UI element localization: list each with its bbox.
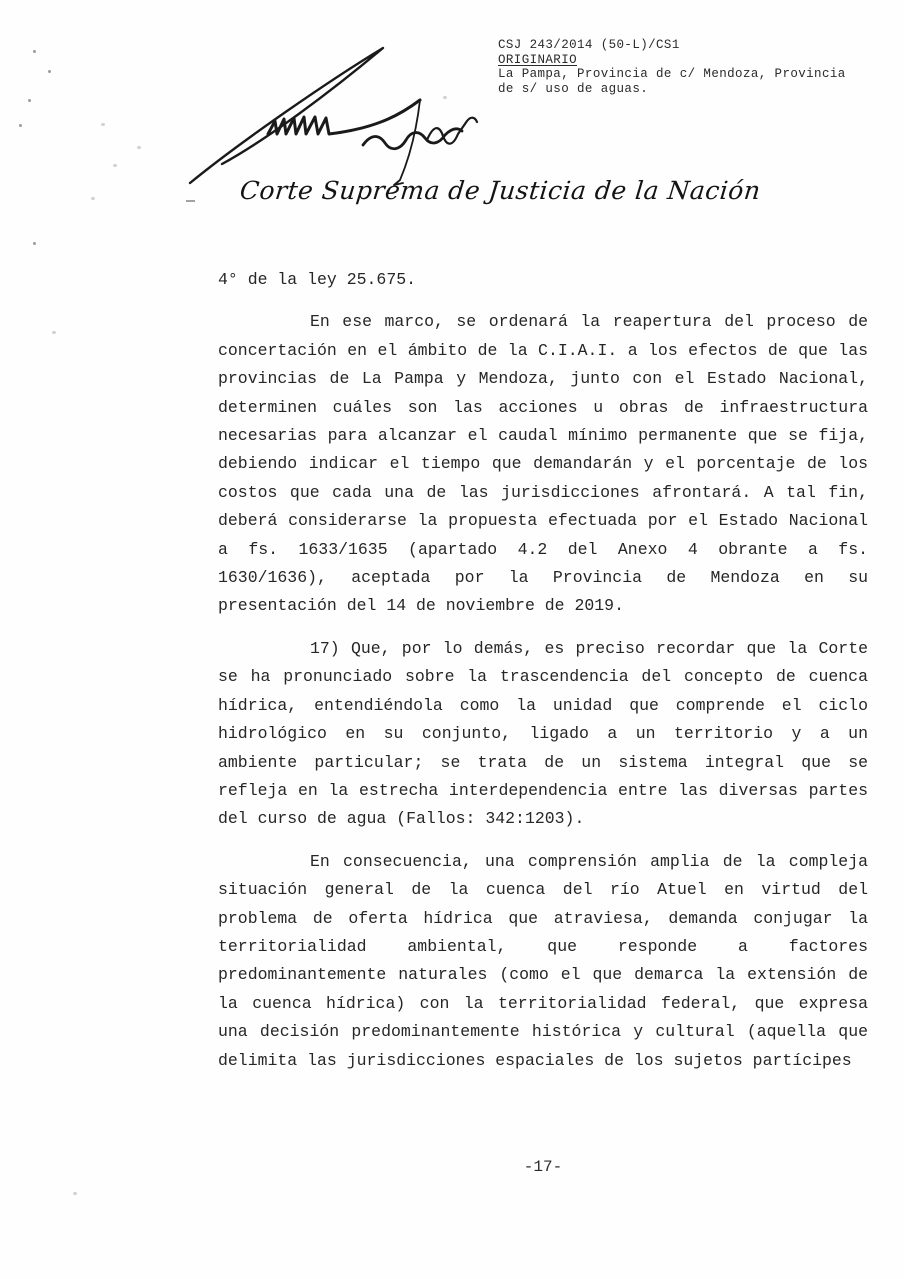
scan-speckle <box>19 124 22 127</box>
scan-speckle <box>101 123 105 126</box>
scan-speckle <box>33 50 36 53</box>
paragraph: En ese marco, se ordenará la reapertura del proceso de concertación en el ámbito de la C.I.A.I. a los efectos de que las provincias de La Pampa y Mendoza, junto con el Estado Nacional, determinen cuáles son las acciones u obras de infraestructura necesarias para alcanzar el caudal mínimo permanente que se fija, debiendo indicar el tiempo que demandarán y el porcentaje de los costos que cada una de las jurisdicciones afrontará. A tal fin, deberá considerarse la propuesta efectuada por el Estado Nacional a fs. 1633/1635 (apartado 4.2 del Anexo 4 obrante a fs. 1630/1636), aceptada por la Provincia de Mendoza en su presentación del 14 de noviembre de 2019. <box>218 312 868 616</box>
scan-speckle <box>33 242 36 245</box>
scan-speckle <box>73 1192 77 1195</box>
stray-pen-mark <box>186 200 195 202</box>
handwritten-signature <box>170 18 490 188</box>
scan-speckle <box>52 331 56 334</box>
court-letterhead-title: Corte Suprema de Justicia de la Nación <box>238 176 763 205</box>
proceeding-type-label: ORIGINARIO <box>498 52 578 67</box>
case-number: CSJ 243/2014 (50-L)/CS1 <box>498 38 680 52</box>
case-header <box>498 38 866 96</box>
scan-speckle <box>28 99 31 102</box>
document-body <box>218 266 868 1089</box>
scan-speckle <box>48 70 51 73</box>
scan-speckle <box>443 96 447 99</box>
page-number: -17- <box>523 1158 563 1176</box>
paragraph: 17) Que, por lo demás, es preciso recordar que la Corte se ha pronunciado sobre la trascendencia del concepto de cuenca hídrica, entendiéndola como la unidad que comprende el ciclo hidrológico en su conjunto, ligado a un territorio y a un ambiente particular; se trata de un sistema integral que se refleja en la estrecha interdependencia entre las diversas partes del curso de agua (Fallos: 342:1203). <box>218 638 868 829</box>
case-caption: La Pampa, Provincia de c/ Mendoza, Provincia de s/ uso de aguas. <box>498 67 846 96</box>
scan-speckle <box>137 146 141 149</box>
scan-speckle <box>113 164 117 167</box>
paragraph: En consecuencia, una comprensión amplia de la compleja situación general de la cuenca del río Atuel en virtud del problema de oferta hídrica que atraviesa, demanda conjugar la territorialidad ambiental, que responde a factores predominantemente naturales (como el que demarca la extensión de la cuenca hídrica) con la territorialidad federal, que expresa una decisión predominantemente histórica y cultural (aquella que delimita las jurisdicciones espaciales de los sujetos partícipes <box>218 851 868 1070</box>
paragraph: 4° de la ley 25.675. <box>218 270 417 289</box>
scan-speckle <box>91 197 95 200</box>
